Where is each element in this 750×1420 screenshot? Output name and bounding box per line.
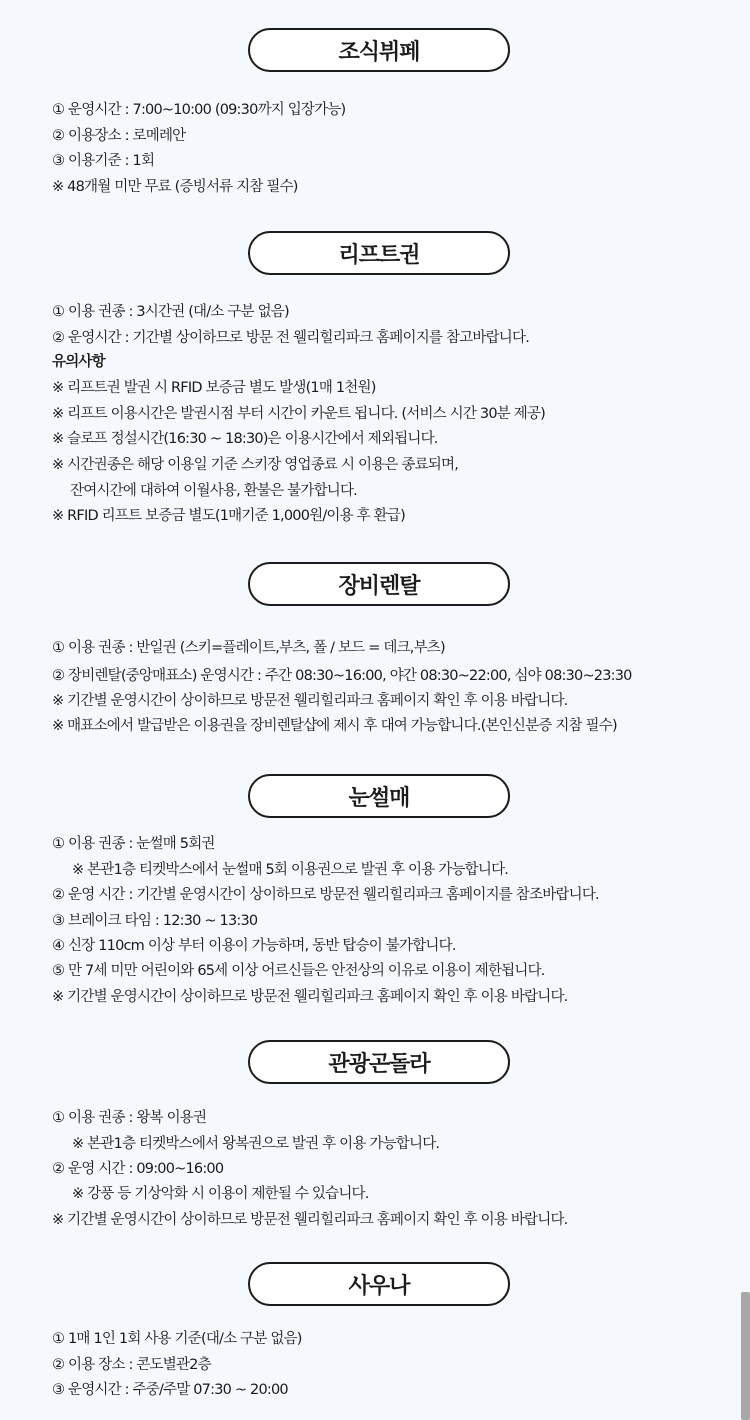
info-line: ① 1매 1인 1회 사용 기준(대/소 구분 없음) bbox=[52, 1331, 302, 1347]
info-note: ※ 48개월 미만 무료 (증빙서류 지참 필수) bbox=[52, 179, 298, 195]
info-line: ② 운영 시간 : 기간별 운영시간이 상이하므로 방문전 웰리힐리파크 홈페이지를 참조바랍니다. bbox=[52, 887, 599, 903]
info-line: ⑤ 만 7세 미만 어린이와 65세 이상 어르신들은 안전상의 이유로 이용이 제한됩니다. bbox=[52, 963, 545, 979]
info-note: ※ 리프트권 발권 시 RFID 보증금 별도 발생(1매 1천원) bbox=[52, 380, 376, 396]
info-note: ※ RFID 리프트 보증금 별도(1매기준 1,000원/이용 후 환급) bbox=[52, 508, 405, 524]
info-line: ④ 신장 110cm 이상 부터 이용이 가능하며, 동반 탑승이 불가합니다. bbox=[52, 938, 456, 954]
info-note-indented: ※ 강풍 등 기상악화 시 이용이 제한될 수 있습니다. bbox=[72, 1186, 369, 1202]
section-title-sauna: 사우나 bbox=[248, 1262, 510, 1306]
info-note: ※ 기간별 운영시간이 상이하므로 방문전 웰리힐리파크 홈페이지 확인 후 이용 바랍니다. bbox=[52, 1212, 568, 1228]
info-line: ① 이용 권종 : 반일권 (스키=플레이트,부츠, 폴 / 보드 = 데크,부츠) bbox=[52, 640, 445, 656]
info-note-indented: ※ 본관1층 티켓박스에서 왕복권으로 발권 후 이용 가능합니다. bbox=[72, 1136, 440, 1152]
info-note-continued: 잔여시간에 대하여 이월사용, 환불은 불가합니다. bbox=[70, 483, 357, 499]
info-line: ② 이용장소 : 로메레안 bbox=[52, 128, 186, 144]
info-line: ① 운영시간 : 7:00~10:00 (09:30까지 입장가능) bbox=[52, 102, 346, 118]
info-line: ② 이용 장소 : 콘도별관2층 bbox=[52, 1357, 211, 1373]
info-line: ③ 이용기준 : 1회 bbox=[52, 153, 155, 169]
info-note: ※ 기간별 운영시간이 상이하므로 방문전 웰리힐리파크 홈페이지 확인 후 이용 바랍니다. bbox=[52, 693, 568, 709]
scrollbar-thumb[interactable] bbox=[741, 1292, 750, 1420]
section-title-snow-sled: 눈썰매 bbox=[248, 774, 510, 818]
info-line: ① 이용 권종 : 왕복 이용권 bbox=[52, 1110, 207, 1126]
section-title-gondola: 관광곤돌라 bbox=[248, 1040, 510, 1084]
section-title-breakfast-buffet: 조식뷔페 bbox=[248, 28, 510, 72]
info-note-indented: ※ 본관1층 티켓박스에서 눈썰매 5회 이용권으로 발권 후 이용 가능합니다. bbox=[72, 862, 509, 878]
info-line: ② 장비렌탈(중앙매표소) 운영시간 : 주간 08:30~16:00, 야간 08:30~22:00, 심야 08:30~23:30 bbox=[52, 668, 632, 684]
info-line: ② 운영 시간 : 09:00~16:00 bbox=[52, 1161, 224, 1177]
info-line: ② 운영시간 : 기간별 상이하므로 방문 전 웰리힐리파크 홈페이지를 참고바랍니다. bbox=[52, 330, 529, 346]
section-title-lift-ticket: 리프트권 bbox=[248, 231, 510, 275]
info-note: ※ 슬로프 정설시간(16:30 ~ 18:30)은 이용시간에서 제외됩니다. bbox=[52, 431, 438, 447]
info-note: ※ 시간권종은 해당 이용일 기준 스키장 영업종료 시 이용은 종료되며, bbox=[52, 457, 459, 473]
info-line: ③ 브레이크 타임 : 12:30 ~ 13:30 bbox=[52, 913, 258, 929]
info-line: ① 이용 권종 : 눈썰매 5회권 bbox=[52, 836, 215, 852]
info-line: ① 이용 권종 : 3시간권 (대/소 구분 없음) bbox=[52, 304, 289, 320]
info-note: ※ 리프트 이용시간은 발권시점 부터 시간이 카운트 됩니다. (서비스 시간 30분 제공) bbox=[52, 406, 546, 422]
caution-heading: 유의사항 bbox=[52, 354, 105, 370]
info-note: ※ 기간별 운영시간이 상이하므로 방문전 웰리힐리파크 홈페이지 확인 후 이용 바랍니다. bbox=[52, 989, 568, 1005]
info-note: ※ 매표소에서 발급받은 이용권을 장비렌탈샵에 제시 후 대여 가능합니다.(본인신분증 지참 필수) bbox=[52, 718, 617, 734]
info-line: ③ 운영시간 : 주중/주말 07:30 ~ 20:00 bbox=[52, 1382, 288, 1398]
section-title-equipment-rental: 장비렌탈 bbox=[248, 562, 510, 606]
